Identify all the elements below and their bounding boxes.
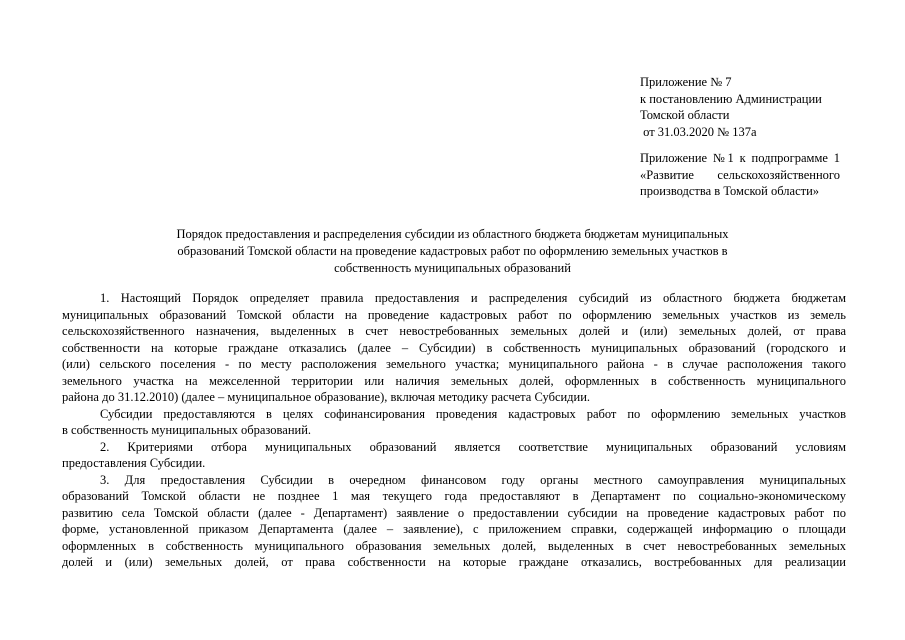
document-body [62,290,846,571]
title-line: образований Томской области на проведение кадастровых работ по оформлению земельных участков в [177,244,728,258]
subprogram-header [640,150,840,200]
appendix-number: Приложение № 7 [640,75,732,89]
subprogram-appendix: Приложение №1 к подпрограмме 1 [640,151,840,165]
paragraph-3-line: оформленных в собственность муниципального образования земельных долей, выделенных в счет невостребованных земельных [62,538,846,553]
paragraph-3-line: форме, установленной приказом Департамента (далее – заявление), с приложением справки, содержащей информацию о площади [62,522,846,536]
paragraph-1-line: 1. Настоящий Порядок определяет правила предоставления и распределения субсидий из областного бюджета бюджетам [100,291,846,305]
paragraph-1-line: собственности на которые граждане отказались (далее – Субсидии) в собственность муниципальных образований (городского и [62,340,846,355]
subprogram-name-line1: «Развитие сельскохозяйственного [640,167,840,182]
paragraph-2-line: предоставления Субсидии. [62,456,206,470]
paragraph-subsidy-purpose-line: Субсидии предоставляются в целях софинансирования проведения кадастровых работ по оформлению земельных участков [100,406,846,421]
title-line: Порядок предоставления и распределения субсидии из областного бюджета бюджетам муниципальных [176,227,729,241]
paragraph-3-line: образований Томской области не позднее 1 мая текущего года предоставляют в Департамент по социально-экономическому [62,489,846,503]
appendix-date: от 31.03.2020 № 137а [640,124,757,139]
paragraph-1-line: сельскохозяйственного назначения, выделенных в счет невостребованных земельных долей и (или) земельных долей, от права [62,324,846,338]
paragraph-3-line: развитию села Томской области (далее - Департамент) заявление о предоставлении субсидии на проведение кадастровых работ по [62,505,846,520]
subprogram-name-line2: производства в Томской области» [640,184,820,198]
paragraph-1-line: муниципальных образований Томской области на проведение кадастровых работ по оформлению земельных участков из земель [62,307,846,322]
paragraph-3-line: 3. Для предоставления Субсидии в очередном финансовом году органы местного самоуправления муниципальных [100,472,846,487]
paragraph-1-line: (или) сельского поселения - по месту расположения земельного участка; муниципального района - в случае расположения такого [62,357,846,371]
title-line: собственность муниципальных образований [334,261,571,275]
appendix-header [640,74,840,140]
appendix-resolution: к постановлению Администрации [640,91,822,106]
paragraph-3-line: долей и (или) земельных долей, от права собственности на которые граждане отказались, востребованных для реализации [62,555,846,569]
document-title [80,226,825,277]
paragraph-2-line: 2. Критериями отбора муниципальных образований является соответствие муниципальных образований условиям [100,439,846,454]
paragraph-subsidy-purpose-line: в собственность муниципальных образований. [62,423,312,437]
appendix-region: Томской области [640,108,730,122]
paragraph-1-line: района до 31.12.2010) (далее – муниципальное образование), включая методику расчета Субсидии. [62,390,591,404]
paragraph-1-line: земельного участка на межселенной территории или наличия земельных долей, оформленных в собственность муниципального [62,373,846,388]
